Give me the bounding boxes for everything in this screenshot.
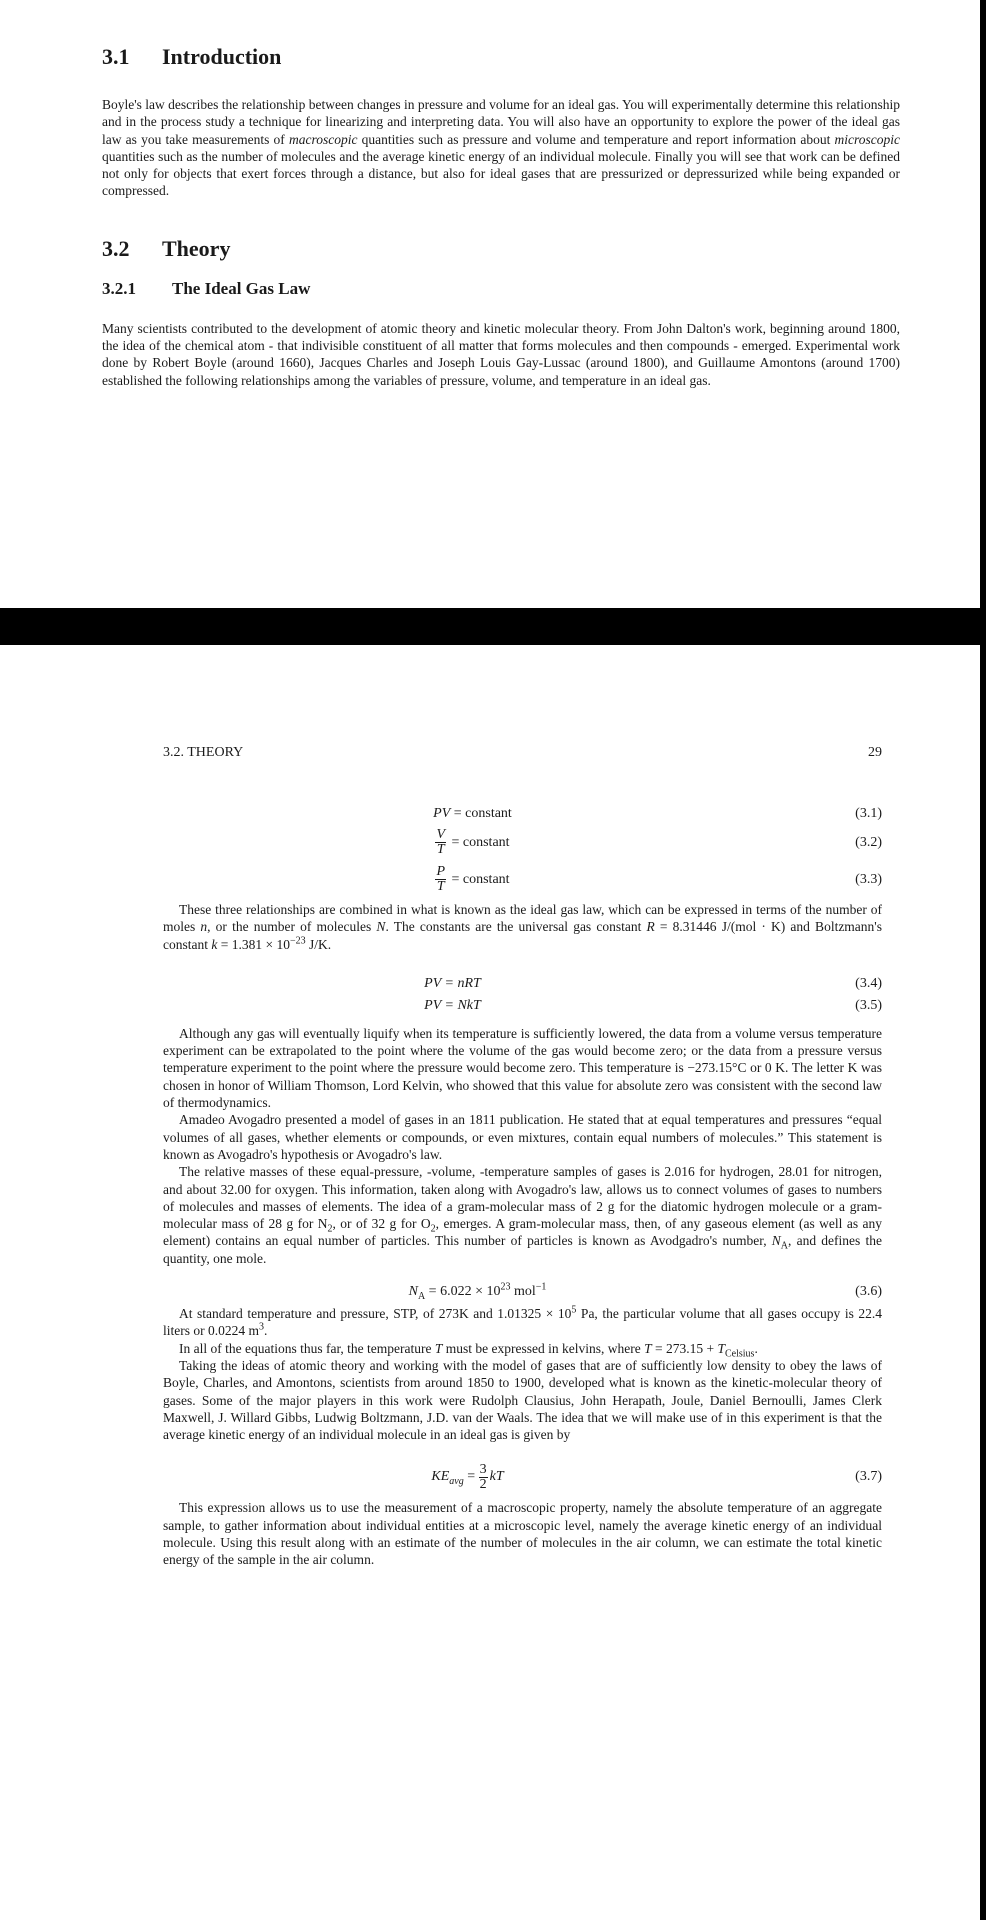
- section-title: Theory: [162, 235, 231, 261]
- equation-3-1: [163, 803, 882, 825]
- page-number: 29: [868, 745, 882, 760]
- paragraph-avogadro: Amadeo Avogadro presented a model of gases in an 1811 publication. He stated that at equal temperatures and pressures “equal volumes of all gases, whether elements or compounds, or even mixtures, contain equal numbers of molecules.” This statement is known as Avogadro's hypothesis or Avogadro's law.: [163, 1112, 882, 1162]
- eq-mid: = 6.022 × 10: [425, 1284, 501, 1300]
- subscript: Celsius: [724, 1348, 755, 1360]
- text: J/K.: [305, 936, 332, 952]
- subsection-heading-ideal-gas-law: [102, 276, 900, 302]
- equation-3-5: [163, 995, 882, 1017]
- fraction: [479, 1463, 488, 1492]
- equation-number: (3.1): [855, 806, 882, 821]
- subscript: A: [417, 1290, 426, 1302]
- intro-emphasis-macroscopic: macroscopic: [288, 131, 358, 147]
- page-bottom: [0, 645, 980, 1920]
- equation-number: (3.3): [855, 872, 882, 887]
- numerator: 3: [479, 1461, 487, 1477]
- text: , emerges. A gram-molecular mass, then, of any gaseous element (as well as any element) contains an equal number of particles. This number of particles is known as Avodgadro's number,: [163, 1216, 882, 1249]
- numerator: P: [436, 864, 445, 880]
- text: must be expressed in kelvins, where: [442, 1340, 645, 1356]
- math-n: n: [200, 919, 208, 935]
- denominator: T: [436, 842, 445, 858]
- page-top: [0, 0, 980, 608]
- subscript: 2: [430, 1223, 436, 1235]
- text: .: [264, 1323, 268, 1339]
- exponent: 5: [571, 1304, 577, 1316]
- intro-emphasis-microscopic: microscopic: [834, 131, 900, 147]
- subsection-title: The Ideal Gas Law: [172, 278, 311, 298]
- exponent: 3: [259, 1321, 264, 1333]
- math-R: R: [646, 919, 655, 935]
- eq-rhs: kT: [489, 1469, 504, 1485]
- subscript: avg: [449, 1476, 464, 1488]
- equation-number: (3.6): [855, 1284, 882, 1300]
- numerator: V: [436, 827, 445, 843]
- text: The relative masses of these equal-pressure, -volume, -temperature samples of gases is 2.016 for hydrogen, 28.01 for nitrogen, and about 32.00 for oxygen. This information, taken along with Avogadro's law, allows us to connect volumes of gases to numbers of molecules and masses of elements. The idea of a gram-molecular mass of 2 g for the diatomic hydrogen molecule or a gram-molecular mass of 28 g for N: [163, 1164, 882, 1232]
- equation-3-3: [163, 861, 882, 899]
- equation-3-7: [163, 1459, 882, 1495]
- subscript: A: [780, 1241, 789, 1253]
- math-T: T: [434, 1340, 443, 1356]
- eq-text: PV = NkT: [424, 997, 481, 1013]
- ideal-gas-paragraph: Many scientists contributed to the development of atomic theory and kinetic molecular theory. From John Dalton's work, beginning around 1800, the idea of the chemical atom - that indivisible constituent of all matter that forms molecules and then compounds - emerged. Experimental work done by Robert Boyle (around 1660), Jacques Charles and Joseph Louis Gay-Lussac (around 1800), and Guillaume Amontons (around 1700) established the following relationships among the variables of pressure, volume, and temperature in an ideal gas.: [102, 320, 900, 388]
- section-number: 3.1: [102, 44, 130, 69]
- math-N: N: [376, 919, 386, 935]
- intro-text-a: Boyle's law describes the relationship between changes in pressure and volume for an ideal gas. You will experimentally determine this relationship and in the process study a technique for linearizing and interpreting data. You will also have an opportunity to explore the power of the ideal gas law as you take measurements of: [102, 97, 900, 147]
- text: Pa, the particular volume that all gases occupy is 22.4 liters or 0.0224 m: [163, 1306, 882, 1339]
- equation-number: (3.7): [855, 1469, 882, 1485]
- eq-sign: =: [463, 1469, 479, 1485]
- intro-text-e: quantities such as the number of molecules and the average kinetic energy of an individual molecule. Finally you will see that work can be defined not only for objects that exert forces through a distance, but also for ideal gases that are pressurized or depressurized while being expanded or compressed.: [102, 148, 900, 199]
- fraction: [435, 865, 446, 894]
- denominator: 2: [479, 1476, 487, 1492]
- text: , or the number of molecules: [207, 919, 377, 935]
- section-number: 3.2: [102, 235, 130, 261]
- paragraph-kelvin: [163, 1340, 882, 1360]
- math-N: N: [771, 1233, 781, 1249]
- equation-3-4: [163, 973, 882, 995]
- math-T: T: [717, 1340, 725, 1356]
- section-title: Introduction: [162, 44, 282, 69]
- text: = 273.15 +: [651, 1340, 718, 1356]
- text: These three relationships are combined in what is known as the ideal gas law, which can be expressed in terms of the number of moles: [163, 902, 882, 935]
- equation-3-6: [163, 1281, 882, 1303]
- eq-lhs: KE: [431, 1469, 450, 1485]
- running-head-title: 3.2. THEORY: [163, 745, 244, 760]
- paragraph-masses: [163, 1163, 882, 1267]
- exponent: 23: [500, 1281, 511, 1293]
- eq-unit: mol: [510, 1284, 536, 1300]
- text: , or of 32 g for O: [332, 1216, 431, 1232]
- eq-text: PV = nRT: [424, 975, 481, 991]
- math-k: k: [211, 936, 218, 952]
- paragraph-liquify: Although any gas will eventually liquify when its temperature is sufficiently lowered, the data from a volume versus temperature experiment can be extrapolated to the point where the volume of the gas would become zero; or the data from a pressure versus temperature experiment to the point where the pressure would become zero. This temperature is −273.15°C or 0 K. The letter K was chosen in honor of William Thomson, Lord Kelvin, who showed that this value for absolute zero was consistent with the second law of thermodynamics.: [163, 1025, 882, 1111]
- section-heading-introduction: [102, 42, 900, 72]
- text: In all of the equations thus far, the temperature: [179, 1340, 435, 1356]
- running-head: [163, 645, 882, 765]
- text: At standard temperature and pressure, STP, of 273K and 1.01325 × 10: [179, 1306, 572, 1322]
- eq-lhs: PV: [433, 806, 451, 821]
- section-heading-theory: [102, 234, 900, 264]
- text: = 1.381 × 10: [217, 936, 290, 952]
- eq-rhs: = constant: [448, 872, 510, 887]
- fraction: [435, 828, 446, 857]
- math-T: T: [644, 1340, 652, 1356]
- subsection-number: 3.2.1: [102, 278, 136, 298]
- paragraph-combined: [163, 901, 882, 953]
- eq-rhs: = constant: [448, 835, 510, 850]
- equation-number: (3.5): [855, 997, 882, 1013]
- equation-3-2: [163, 825, 882, 861]
- text: .: [754, 1340, 758, 1356]
- eq-rhs: = constant: [450, 806, 512, 821]
- exponent: −1: [535, 1281, 547, 1293]
- paragraph-final: This expression allows us to use the measurement of a macroscopic property, namely the absolute temperature of an aggregate sample, to gather information about individual entities at a microscopic level, namely the average kinetic energy of an individual molecule. Using this result along with an estimate of the number of molecules in the air column, we can estimate the total kinetic energy of the sample in the air column.: [163, 1500, 882, 1568]
- text: . The constants are the universal gas constant: [385, 919, 647, 935]
- intro-text-c: quantities such as pressure and volume and temperature and report information about: [357, 131, 835, 147]
- paragraph-kinetic: Taking the ideas of atomic theory and working with the model of gases that are of sufficiently low density to obey the laws of Boyle, Charles, and Amontons, scientists from around 1850 to 1900, developed what is known as the kinetic-molecular theory of gases. Some of the major players in this work were Rudolph Clausius, John Herapath, Joule, Daniel Bernoulli, James Clerk Maxwell, J. Willard Gibbs, Ludwig Boltzmann, J.D. van der Waals. The idea that we will make use of in this experiment is that the average kinetic energy of an individual molecule in an ideal gas is given by: [163, 1357, 882, 1443]
- exponent: −23: [289, 935, 306, 947]
- text: , and defines the quantity, one mole.: [163, 1233, 882, 1266]
- subscript: 2: [327, 1223, 333, 1235]
- text: = 8.31446 J/(mol · K) and Boltzmann's constant: [163, 919, 882, 952]
- paragraph-stp: [163, 1305, 882, 1340]
- equation-number: (3.4): [855, 975, 882, 991]
- eq-lhs: N: [408, 1284, 418, 1300]
- denominator: T: [436, 879, 445, 895]
- intro-paragraph: [102, 96, 900, 200]
- equation-number: (3.2): [855, 835, 882, 850]
